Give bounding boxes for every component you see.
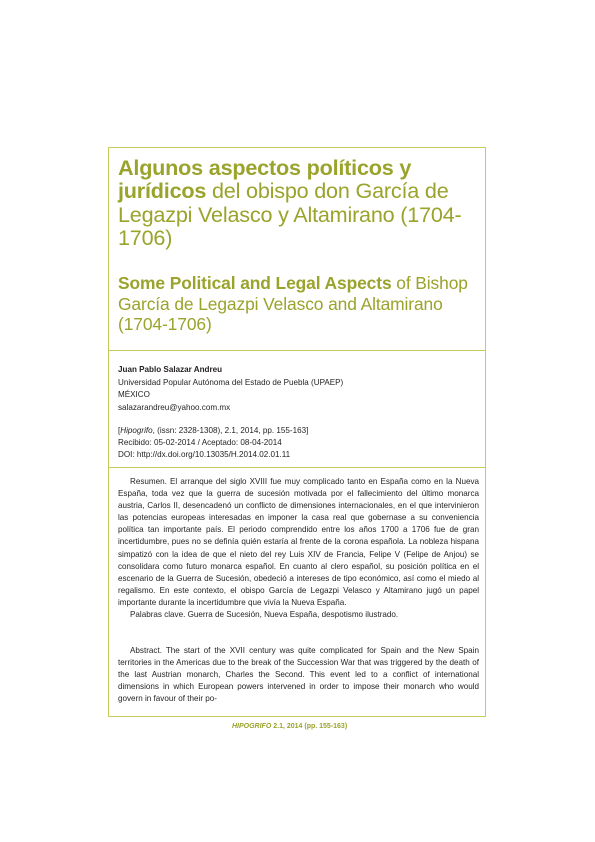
page-footer bbox=[232, 723, 432, 730]
abstract-en-paragraph bbox=[118, 645, 479, 705]
author-institution: Universidad Popular Autónoma del Estado de Puebla (UPAEP) bbox=[118, 377, 344, 387]
citation-rest: , (issn: 2328-1308), 2.1, 2014, pp. 155-163] bbox=[152, 426, 309, 435]
footer-issue: 2.1, 2014 (pp. 155-163) bbox=[271, 723, 348, 730]
citation bbox=[118, 425, 478, 437]
keywords-paragraph bbox=[118, 609, 479, 621]
received-accepted-dates: Recibido: 05-02-2014 / Aceptado: 08-04-2014 bbox=[118, 437, 282, 447]
author-email[interactable]: salazarandreu@yahoo.com.mx bbox=[118, 402, 231, 412]
author-block bbox=[118, 364, 478, 414]
keywords-text: Guerra de Sucesión, Nueva España, despotismo ilustrado. bbox=[185, 610, 399, 620]
subtitle-rest: of Bishop García de Legazpi Velasco and Altamirano (1704-1706) bbox=[118, 273, 468, 334]
subtitle-bold: Some Political and Legal Aspects bbox=[118, 273, 392, 293]
author-name: Juan Pablo Salazar Andreu bbox=[118, 365, 223, 374]
title-divider bbox=[108, 350, 486, 351]
metadata-divider bbox=[108, 467, 486, 468]
author-country: MÉXICO bbox=[118, 390, 150, 399]
abstract-es-paragraph bbox=[118, 476, 479, 609]
keywords-label: Palabras clave. bbox=[130, 610, 186, 620]
citation-journal: Hipogrifo bbox=[120, 426, 153, 435]
title-bold: Algunos aspectos políticos y jurídicos bbox=[118, 155, 412, 204]
abstract-en-label: Abstract. bbox=[130, 646, 162, 655]
article-title bbox=[118, 156, 480, 250]
abstract-en-text: The start of the XVII century was quite complicated for Spain and the New Spain territories in the Americas due to the break of the Succession War that was triggered by the death of the last Austrian monarch, Charles the Second. This event led to a conflict of international dimensions in which European powers intervened in order to impose their monarch who would govern in favour of their po- bbox=[118, 646, 479, 704]
doi-link[interactable]: DOI: http://dx.doi.org/10.13035/H.2014.02.01.11 bbox=[118, 449, 291, 459]
abstract-english bbox=[118, 645, 479, 705]
abstract-spanish bbox=[118, 476, 479, 621]
title-rest: del obispo don García de Legazpi Velasco y Altamirano (1704-1706) bbox=[118, 178, 462, 251]
abstract-es-label: Resumen. bbox=[130, 477, 167, 486]
footer-journal: HIPOGRIFO bbox=[232, 723, 272, 730]
abstract-es-text: El arranque del siglo XVIII fue muy complicado tanto en España como en la Nueva España, toda vez que la guerra de sucesión motivada por el fallecimiento del último monarca austria, Carlos II, desencadenó un conflicto de dimensiones internacionales, en el que intervinieron las potencias europeas interesadas en imponer la casa real que gobernase a su conveniencia política tan importante país. El periodo comprendido entre los años 1700 a 1706 fue de gran incertidumbre, pues no se definía quién estaría al frente de la corona española. La nobleza hispana simpatizó con la idea de que el nieto del rey Luis XIV de Francia, Felipe V (Felipe de Anjou) se consolidara como futuro monarca español. En cuanto al clero español, su posición política en el escenario de la Guerra de Sucesión, obedeció a intereses de tipo económico, así como el miedo al regalismo. En este contexto, el obispo García de Legazpi Velasco y Altamirano jugó un papel importante durante la incertidumbre que vivía la Nueva España. bbox=[118, 477, 479, 607]
citation-open: [ bbox=[118, 426, 121, 435]
article-subtitle-english bbox=[118, 273, 480, 335]
reference-block bbox=[118, 425, 478, 460]
